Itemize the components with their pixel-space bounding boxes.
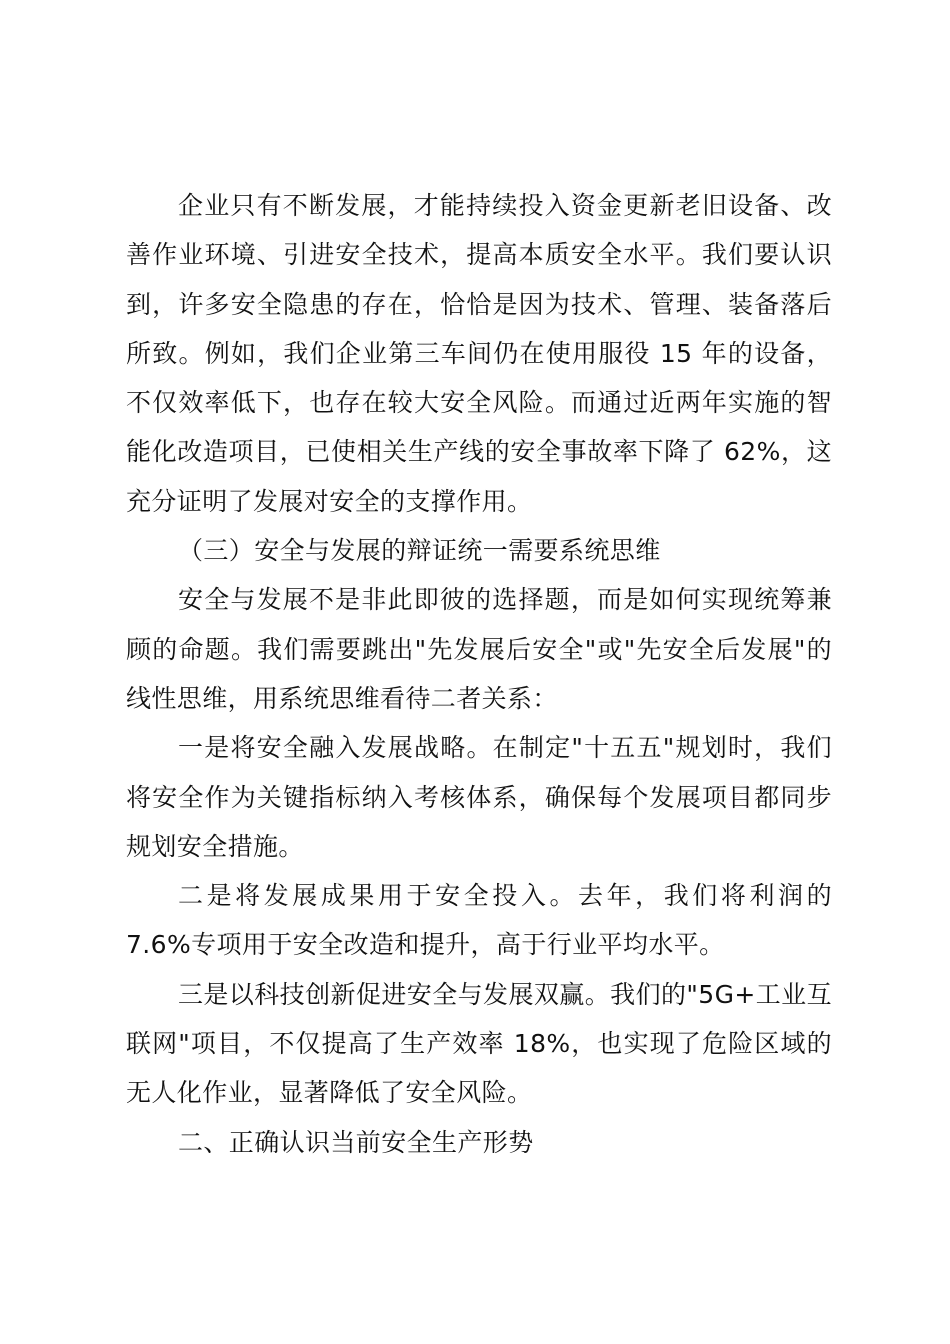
body-paragraph: 三是以科技创新促进安全与发展双赢。我们的"5G+工业互联网"项目，不仅提高了生产效率 18%，也实现了危险区域的无人化作业，显著降低了安全风险。 [126, 979, 832, 1108]
body-paragraph: 二是将发展成果用于安全投入。去年，我们将利润的 7.6%专项用于安全改造和提升，高于行业平均水平。 [126, 881, 832, 960]
body-paragraph: 企业只有不断发展，才能持续投入资金更新老旧设备、改善作业环境、引进安全技术，提高本质安全水平。我们要认识到，许多安全隐患的存在，恰恰是因为技术、管理、装备落后所致。例如，我们企业第三车间仍在使用服役 15 年的设备，不仅效率低下，也存在较大安全风险。而通过近两年实施的智能化改造项目，已使相关生产线的安全事故率下降了 62%，这充分证明了发展对安全的支撑作用。 [126, 191, 832, 516]
body-paragraph: 安全与发展不是非此即彼的选择题，而是如何实现统筹兼顾的命题。我们需要跳出"先发展后安全"或"先安全后发展"的线性思维，用系统思维看待二者关系： [126, 585, 832, 713]
chapter-heading: 二、正确认识当前安全生产形势 [178, 1127, 534, 1157]
body-paragraph: 一是将安全融入发展战略。在制定"十五五"规划时，我们将安全作为关键指标纳入考核体系，确保每个发展项目都同步规划安全措施。 [126, 733, 832, 861]
document-body [126, 181, 832, 1167]
section-heading: （三）安全与发展的辩证统一需要系统思维 [178, 536, 661, 566]
